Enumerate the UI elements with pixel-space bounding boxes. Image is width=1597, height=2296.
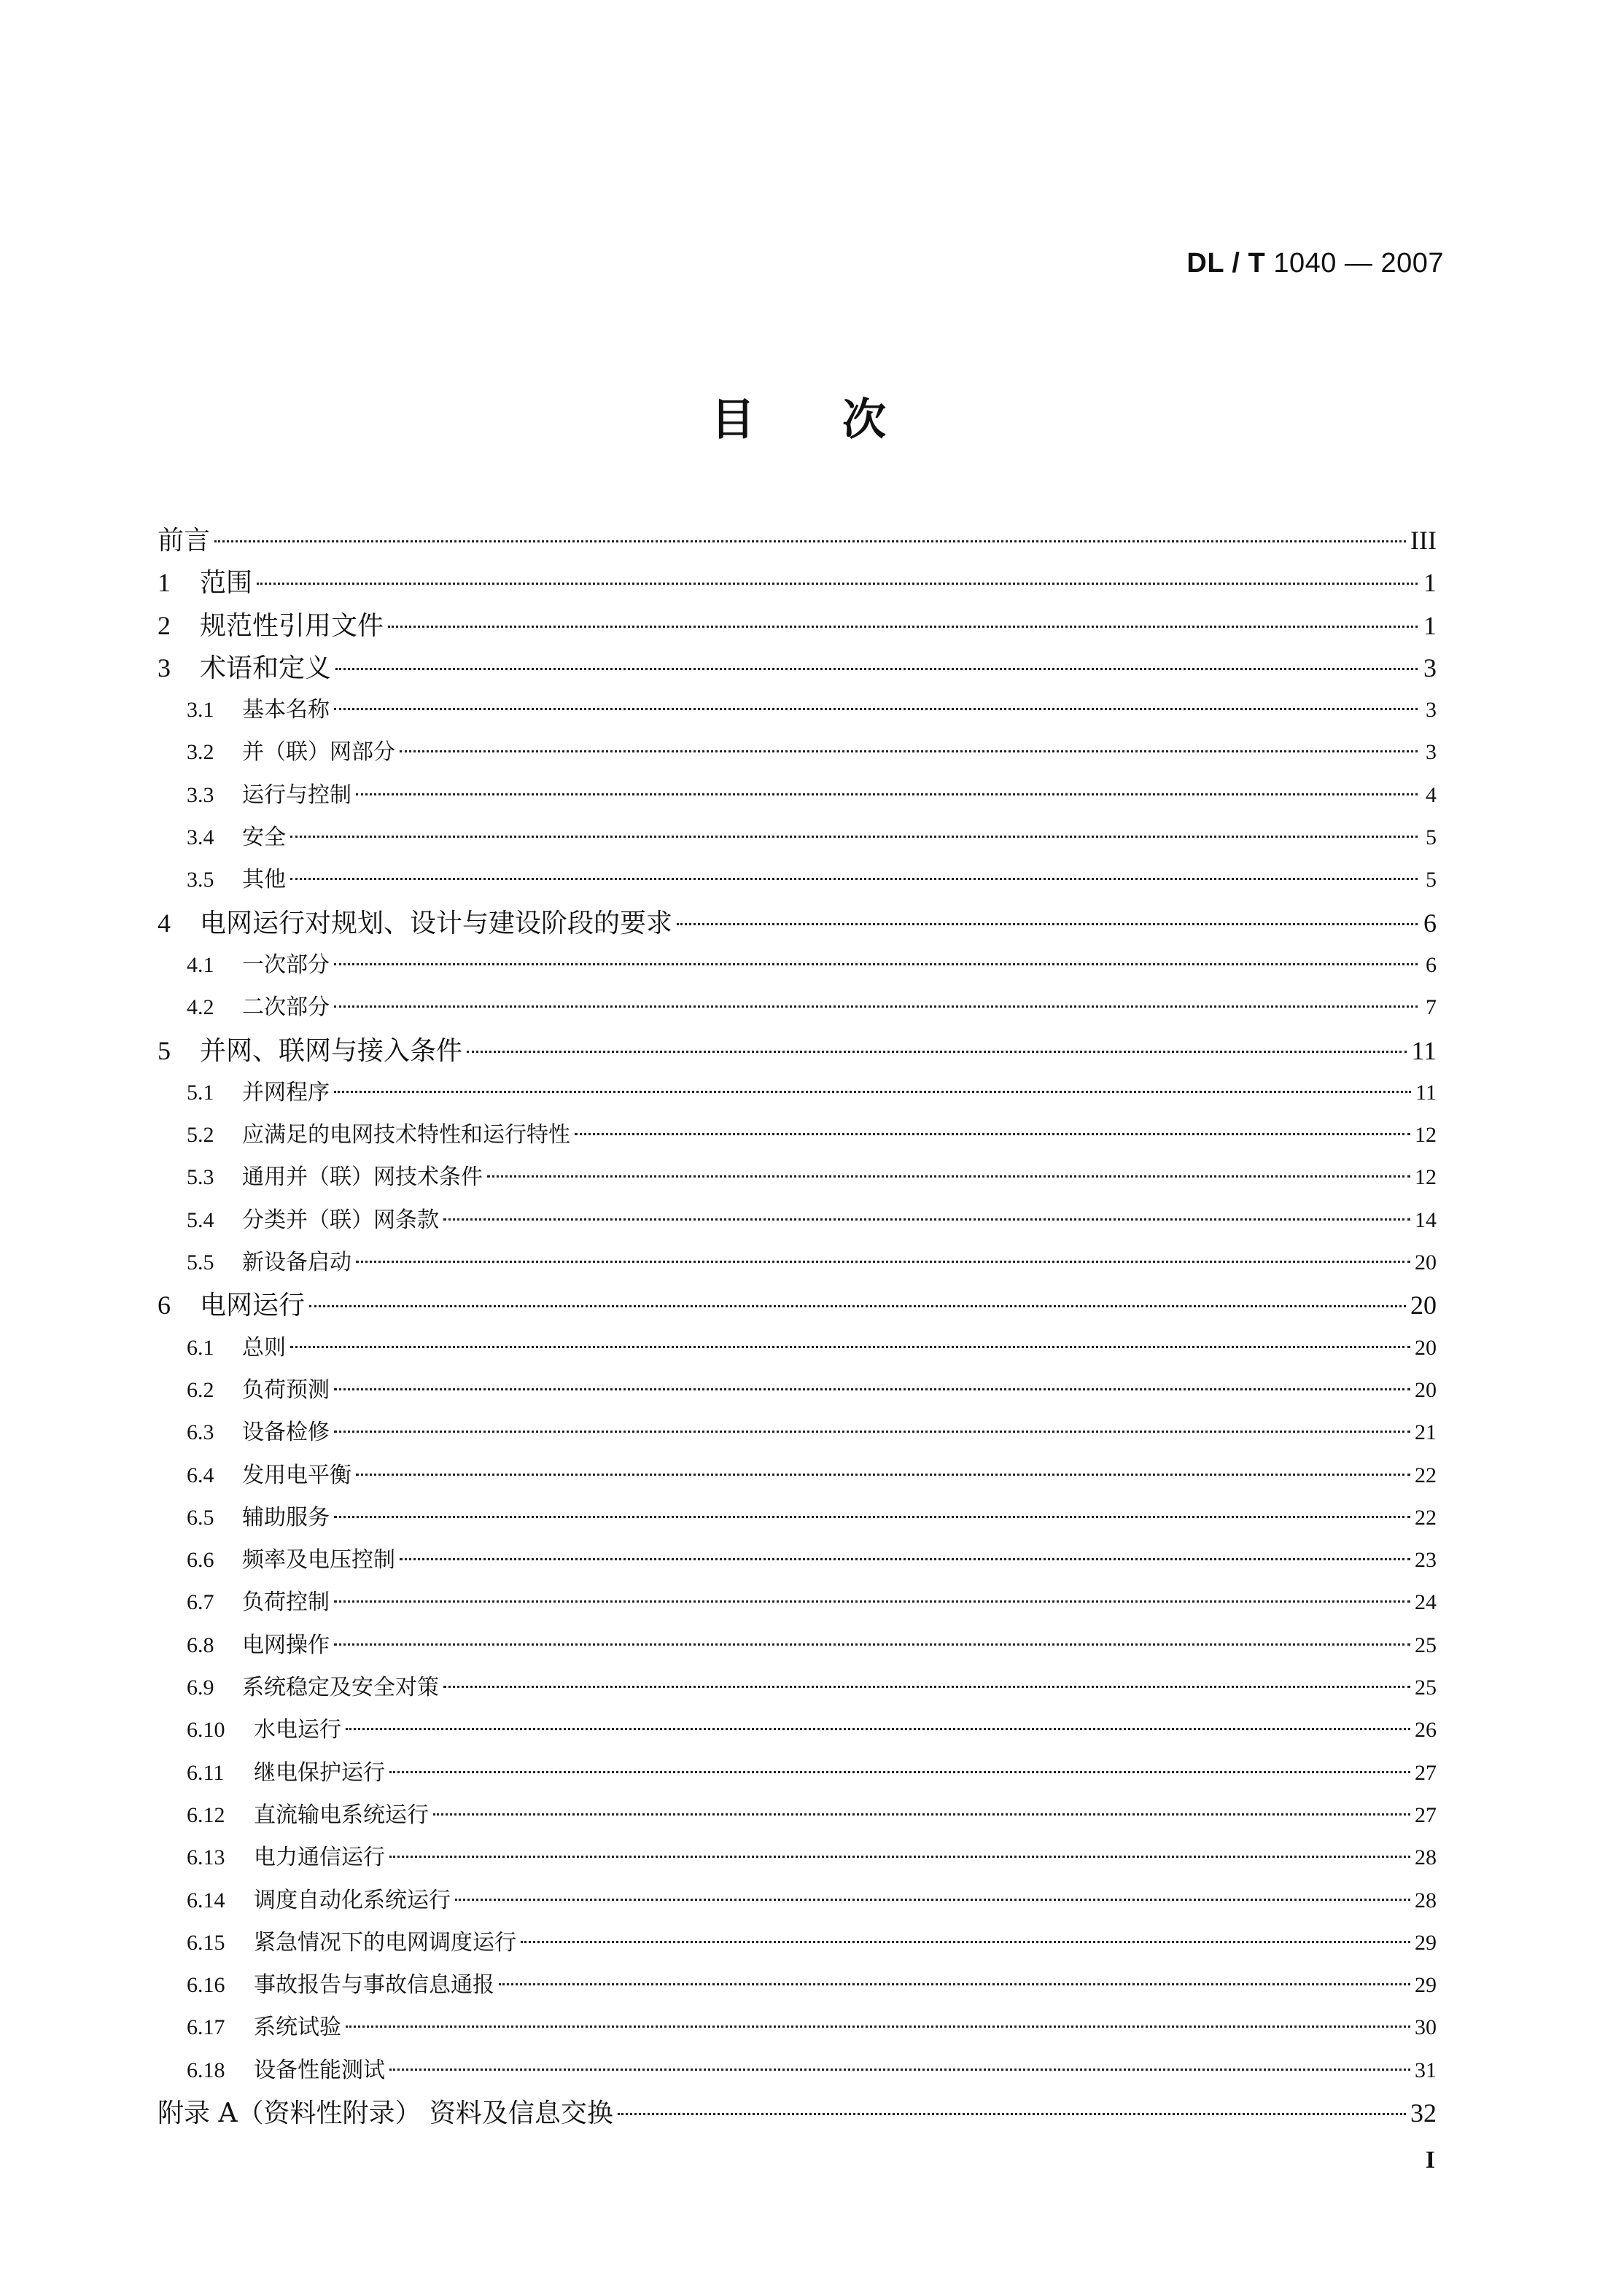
toc-entry-page: 1	[1423, 610, 1437, 640]
toc-entry-number: 5.3	[187, 1165, 214, 1190]
toc-dot-leader	[400, 1558, 1410, 1560]
toc-entry[interactable]	[158, 902, 1437, 944]
toc-entry-page: 5	[1426, 868, 1437, 892]
toc-entry-title: 规范性引用文件	[200, 610, 384, 641]
toc-entry-number: 6.16	[187, 1973, 225, 1998]
toc-entry-page: 3	[1426, 698, 1437, 723]
toc-entry-title: 附录 A（资料性附录） 资料及信息交换	[158, 2098, 613, 2128]
toc-entry[interactable]	[158, 1794, 1437, 1837]
toc-entry-page: 27	[1415, 1802, 1437, 1827]
toc-dot-leader	[677, 923, 1418, 925]
toc-entry-number: 6.3	[187, 1420, 214, 1445]
page-title-char-1: 目	[711, 394, 755, 445]
toc-entry-title: 电网运行对规划、设计与建设阶段的要求	[200, 908, 673, 938]
toc-dot-leader	[389, 2069, 1410, 2071]
toc-entry-number: 5	[158, 1035, 171, 1065]
toc-dot-leader	[334, 963, 1418, 965]
toc-entry[interactable]	[158, 1709, 1437, 1751]
toc-entry-title: 设备检修	[242, 1420, 330, 1446]
toc-entry-title: 电网操作	[242, 1632, 330, 1658]
toc-entry-page: 4	[1426, 782, 1437, 807]
toc-entry-number: 6.12	[187, 1802, 225, 1827]
toc-dot-leader	[334, 1516, 1410, 1518]
toc-dot-leader	[290, 1346, 1410, 1348]
toc-entry-title: 通用并（联）网技术条件	[242, 1164, 483, 1191]
toc-entry-page: 5	[1426, 825, 1437, 850]
toc-entry-title: 紧急情况下的电网调度运行	[254, 1929, 516, 1956]
toc-entry-title: 继电保护运行	[254, 1759, 385, 1786]
toc-entry[interactable]	[158, 1752, 1437, 1794]
toc-entry-number: 6.6	[187, 1548, 214, 1573]
toc-entry-page: 26	[1415, 1718, 1437, 1743]
toc-dot-leader	[334, 1431, 1410, 1433]
toc-dot-leader	[356, 1261, 1410, 1263]
toc-entry-page: 7	[1426, 995, 1437, 1020]
toc-entry-number: 6.11	[187, 1760, 225, 1785]
toc-entry[interactable]	[158, 1497, 1437, 1539]
toc-entry[interactable]	[158, 1964, 1437, 2007]
toc-entry-number: 3	[158, 653, 171, 682]
toc-entry-title: 系统稳定及安全对策	[242, 1675, 439, 1701]
toc-entry[interactable]	[158, 986, 1437, 1029]
toc-entry-number: 6.4	[187, 1463, 214, 1487]
toc-entry-page: 20	[1410, 1291, 1437, 1320]
toc-entry-title: 其他	[242, 867, 286, 893]
toc-entry-number: 3.3	[187, 782, 214, 807]
standard-code	[1186, 248, 1444, 279]
toc-entry-title: 并网、联网与接入条件	[200, 1035, 463, 1066]
toc-entry[interactable]	[158, 1922, 1437, 1964]
toc-entry-title: 基本名称	[242, 697, 330, 723]
toc-entry-title: 负荷预测	[242, 1377, 330, 1403]
toc-dot-leader	[499, 1983, 1410, 1985]
toc-entry-title: 分类并（联）网条款	[242, 1207, 439, 1233]
toc-dot-leader	[356, 793, 1418, 795]
toc-entry-number: 3.5	[187, 868, 214, 892]
toc-entry-page: 31	[1415, 2058, 1437, 2082]
toc-entry-title: 水电运行	[254, 1717, 341, 1743]
toc-dot-leader	[443, 1686, 1410, 1688]
toc-entry-page: 14	[1415, 1207, 1437, 1232]
toc-entry-page: 20	[1415, 1335, 1437, 1360]
toc-entry[interactable]	[158, 1369, 1437, 1412]
toc-entry-page: 24	[1415, 1590, 1437, 1615]
toc-dot-leader	[389, 1856, 1410, 1858]
toc-entry-title: 新设备启动	[242, 1250, 351, 1276]
toc-entry-title: 总则	[242, 1334, 286, 1361]
toc-entry[interactable]	[158, 2050, 1437, 2092]
toc-dot-leader	[400, 750, 1418, 752]
toc-entry-number: 6.8	[187, 1633, 214, 1657]
toc-entry-number: 6.10	[187, 1718, 225, 1743]
toc-entry-number: 4.2	[187, 995, 214, 1020]
toc-entry-number: 6.13	[187, 1845, 225, 1870]
page-number: I	[1425, 2147, 1435, 2174]
toc-entry-title: 电力通信运行	[254, 1845, 385, 1871]
toc-entry-title: 负荷控制	[242, 1589, 330, 1616]
toc-entry-page: 3	[1423, 653, 1437, 682]
toc-entry[interactable]	[158, 1624, 1437, 1667]
standard-number: 1040 — 2007	[1273, 248, 1444, 279]
toc-entry-number: 6.1	[187, 1335, 214, 1360]
toc-entry[interactable]	[158, 647, 1437, 689]
toc-entry-number: 5.2	[187, 1123, 214, 1148]
toc-entry[interactable]	[158, 1114, 1437, 1156]
toc-entry-number: 3.4	[187, 825, 214, 850]
toc-entry[interactable]	[158, 1412, 1437, 1454]
toc-entry-title: 辅助服务	[242, 1504, 330, 1530]
toc-dot-leader	[487, 1175, 1410, 1178]
toc-dot-leader	[346, 2025, 1410, 2028]
toc-entry[interactable]	[158, 1072, 1437, 1114]
standard-prefix: DL / T	[1186, 248, 1266, 279]
toc-entry-number: 6.2	[187, 1377, 214, 1402]
toc-entry-title: 调度自动化系统运行	[254, 1887, 451, 1913]
toc-entry-number: 6.14	[187, 1888, 225, 1912]
toc-entry-page: 20	[1415, 1250, 1437, 1275]
toc-entry[interactable]	[158, 689, 1437, 731]
toc-entry-title: 安全	[242, 825, 286, 851]
toc-entry[interactable]	[158, 1242, 1437, 1284]
toc-entry-number: 5.5	[187, 1250, 214, 1275]
toc-entry-page: 23	[1415, 1548, 1437, 1573]
toc-dot-leader	[443, 1218, 1410, 1221]
toc-dot-leader	[575, 1133, 1410, 1135]
toc-entry[interactable]	[158, 1455, 1437, 1497]
toc-entry[interactable]	[158, 1327, 1437, 1369]
toc-entry-title: 一次部分	[242, 952, 330, 978]
toc-entry-page: 25	[1415, 1633, 1437, 1657]
toc-entry-title: 系统试验	[254, 2015, 341, 2041]
toc-dot-leader	[334, 1643, 1410, 1646]
page-title	[0, 385, 1597, 448]
toc-dot-leader	[356, 1474, 1410, 1476]
toc-dot-leader	[334, 1388, 1410, 1390]
toc-entry-title: 运行与控制	[242, 782, 351, 808]
toc-dot-leader	[334, 708, 1418, 710]
toc-entry-number: 5.4	[187, 1207, 214, 1232]
toc-entry[interactable]	[158, 944, 1437, 986]
toc-entry-page: 12	[1415, 1123, 1437, 1148]
toc-entry-title: 二次部分	[242, 995, 330, 1021]
toc-entry-number: 4	[158, 908, 171, 938]
toc-entry-number: 1	[158, 568, 171, 598]
toc-entry[interactable]	[158, 561, 1437, 604]
toc-dot-leader	[257, 583, 1418, 585]
toc-entry-page: 30	[1415, 2015, 1437, 2040]
toc-dot-leader	[455, 1899, 1410, 1901]
toc-entry[interactable]	[158, 604, 1437, 647]
toc-entry[interactable]	[158, 774, 1437, 817]
toc-dot-leader	[214, 540, 1406, 542]
toc-dot-leader	[334, 1091, 1411, 1093]
toc-entry-page: 28	[1415, 1845, 1437, 1870]
toc-entry-page: 22	[1415, 1463, 1437, 1487]
toc-entry-page: 27	[1415, 1760, 1437, 1785]
toc-dot-leader	[618, 2113, 1406, 2115]
toc-entry-page: 11	[1415, 1080, 1437, 1105]
toc-entry[interactable]	[158, 1581, 1437, 1624]
toc-entry-title: 直流输电系统运行	[254, 1802, 429, 1828]
toc-entry-page: 20	[1415, 1377, 1437, 1402]
toc-dot-leader	[290, 878, 1418, 880]
toc-entry-number: 6.5	[187, 1505, 214, 1530]
toc-entry-page: 29	[1415, 1973, 1437, 1998]
toc-entry-number: 6.17	[187, 2015, 225, 2040]
toc-dot-leader	[389, 1771, 1410, 1773]
toc-entry[interactable]	[158, 731, 1437, 774]
toc-entry-page: 6	[1423, 908, 1437, 938]
toc-entry-page: 6	[1426, 952, 1437, 977]
toc-entry[interactable]	[158, 1667, 1437, 1709]
toc-entry[interactable]	[158, 2092, 1437, 2134]
toc-entry-number: 6.18	[187, 2058, 225, 2082]
page-title-char-2: 次	[842, 394, 886, 445]
toc-entry-title: 术语和定义	[200, 653, 332, 683]
toc-entry[interactable]	[158, 1539, 1437, 1581]
toc-entry-title: 范围	[200, 568, 253, 599]
toc-entry[interactable]	[158, 1030, 1437, 1072]
toc-entry-number: 3.2	[187, 740, 214, 765]
toc-entry[interactable]	[158, 1156, 1437, 1199]
toc-entry-number: 6.15	[187, 1930, 225, 1955]
toc-dot-leader	[335, 668, 1418, 670]
toc-entry[interactable]	[158, 519, 1437, 561]
toc-entry-title: 应满足的电网技术特性和运行特性	[242, 1122, 570, 1148]
toc-dot-leader	[290, 836, 1418, 838]
toc-entry-page: 21	[1415, 1420, 1437, 1445]
toc-entry[interactable]	[158, 1837, 1437, 1879]
toc-entry[interactable]	[158, 859, 1437, 901]
toc-dot-leader	[467, 1051, 1407, 1053]
toc-entry-title: 前言	[158, 526, 211, 556]
toc-entry-number: 3.1	[187, 698, 214, 723]
toc-entry-number: 6.9	[187, 1676, 214, 1700]
toc-entry-title: 并（联）网部分	[242, 739, 395, 766]
toc-dot-leader	[388, 626, 1418, 628]
toc-entry-title: 发用电平衡	[242, 1462, 351, 1488]
toc-entry-page: 22	[1415, 1505, 1437, 1530]
toc-entry[interactable]	[158, 1284, 1437, 1326]
toc-dot-leader	[334, 1600, 1410, 1603]
toc-entry-number: 6.7	[187, 1590, 214, 1615]
toc-entry[interactable]	[158, 817, 1437, 859]
toc-dot-leader	[521, 1941, 1410, 1943]
toc-entry[interactable]	[158, 1199, 1437, 1242]
toc-dot-leader	[334, 1005, 1418, 1008]
toc-entry-title: 频率及电压控制	[242, 1547, 395, 1573]
toc-entry-number: 5.1	[187, 1080, 214, 1105]
toc-entry-number: 4.1	[187, 952, 214, 977]
toc-entry[interactable]	[158, 1880, 1437, 1922]
toc-entry-page: III	[1410, 526, 1437, 555]
toc-entry-page: 12	[1415, 1165, 1437, 1190]
toc-entry-page: 1	[1423, 568, 1437, 598]
toc-entry-page: 3	[1426, 740, 1437, 765]
toc-dot-leader	[309, 1305, 1406, 1307]
toc-entry-number: 2	[158, 610, 171, 640]
toc-dot-leader	[346, 1728, 1410, 1730]
toc-dot-leader	[433, 1813, 1410, 1816]
toc-entry-title: 电网运行	[200, 1291, 306, 1321]
toc-entry-page: 11	[1411, 1035, 1437, 1065]
toc-entry-page: 32	[1410, 2098, 1437, 2128]
toc-entry-number: 6	[158, 1291, 171, 1320]
toc-entry-page: 29	[1415, 1930, 1437, 1955]
toc-entry[interactable]	[158, 2007, 1437, 2049]
toc-entry-page: 25	[1415, 1676, 1437, 1700]
toc-entry-page: 28	[1415, 1888, 1437, 1912]
toc-entry-title: 并网程序	[242, 1079, 330, 1105]
toc-entry-title: 设备性能测试	[254, 2057, 385, 2083]
toc-entry-title: 事故报告与事故信息通报	[254, 1972, 494, 1999]
table-of-contents	[158, 519, 1437, 2134]
